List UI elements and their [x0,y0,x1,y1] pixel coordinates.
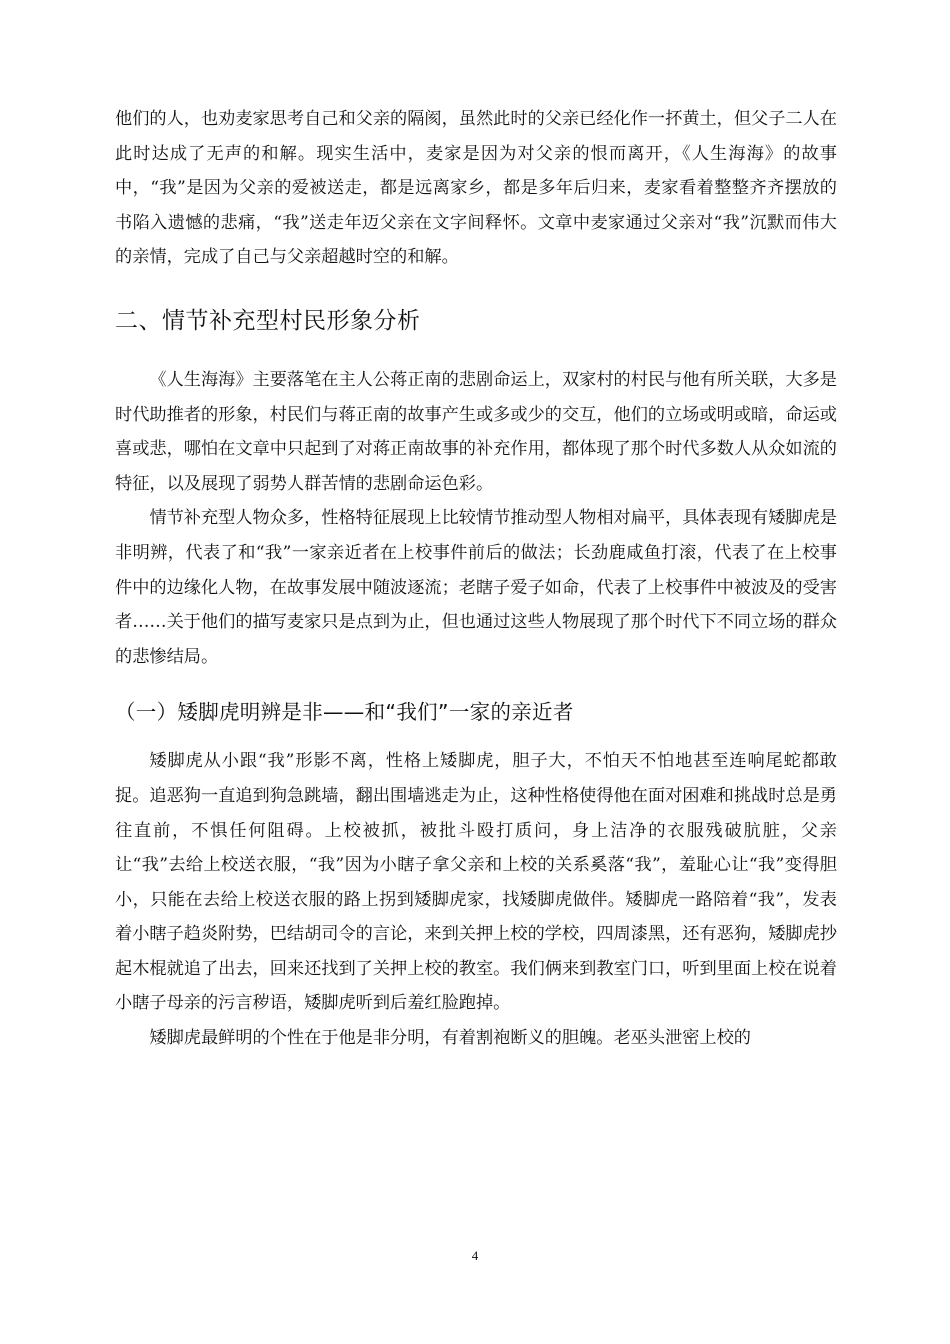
paragraph-continuation: 他们的人，也劝麦家思考自己和父亲的隔阂，虽然此时的父亲已经化作一抔黄土，但父子二人在此时达成了无声的和解。现实生活中，麦家是因为对父亲的恨而离开，《人生海海》的故事中，“我”是因为父亲的爱被送走，都是远离家乡，都是多年后归来，麦家看着整整齐齐摆放的书陷入遗憾的悲痛，“我”送走年迈父亲在文字间释怀。文章中麦家通过父亲对“我”沉默而伟大的亲情，完成了自己与父亲超越时空的和解。 [115,109,837,268]
page-number: 4 [471,1248,479,1263]
paragraph-aijiaohu-personality: 矮脚虎最鲜明的个性在于他是非分明，有着割袍断义的胆魄。老巫头泄密上校的 [149,1028,751,1049]
document-body [115,102,837,1056]
paragraph-section-intro: 《人生海海》主要落笔在主人公蒋正南的悲剧命运上，双家村的村民与他有所关联，大多是时代助推者的形象，村民们与蒋正南的故事产生或多或少的交互，他们的立场或明或暗，命运或喜或悲，哪怕在文章中只起到了对蒋正南故事的补充作用，都体现了那个时代多数人从众如流的特征，以及展现了弱势人群苦情的悲剧命运色彩。 [115,369,837,494]
paragraph-character-overview: 情节补充型人物众多，性格特征展现上比较情节推动型人物相对扁平，具体表现有矮脚虎是非明辨，代表了和“我”一家亲近者在上校事件前后的做法；长劲鹿咸鱼打滚，代表了在上校事件中的边缘化人物，在故事发展中随波逐流；老瞎子爱子如命，代表了上校事件中被波及的受害者……关于他们的描写麦家只是点到为止，但也通过这些人物展现了那个时代下不同立场的群众的悲惨结局。 [115,508,837,667]
subsection-heading: （一）矮脚虎明辨是非——和“我们”一家的亲近者 [115,700,574,725]
paragraph-aijiaohu-story: 矮脚虎从小跟“我”形影不离，性格上矮脚虎，胆子大，不怕天不怕地甚至连响尾蛇都敢捉。追恶狗一直追到狗急跳墙，翻出围墙逃走为止，这种性格使得他在面对困难和挑战时总是勇往直前，不惧任何阻碍。上校被抓，被批斗殴打质问，身上洁净的衣服残破肮脏，父亲让“我”去给上校送衣服，“我”因为小瞎子拿父亲和上校的关系奚落“我”，羞耻心让“我”变得胆小，只能在去给上校送衣服的路上拐到矮脚虎家，找矮脚虎做伴。矮脚虎一路陪着“我”，发表着小瞎子趋炎附势，巴结胡司令的言论，来到关押上校的学校，四周漆黑，还有恶狗，矮脚虎抄起木棍就追了出去，回来还找到了关押上校的教室。我们俩来到教室门口，听到里面上校在说着小瞎子母亲的污言秽语，矮脚虎听到后羞红脸跑掉。 [115,751,837,1014]
section-heading: 二、情节补充型村民形象分析 [115,307,421,334]
